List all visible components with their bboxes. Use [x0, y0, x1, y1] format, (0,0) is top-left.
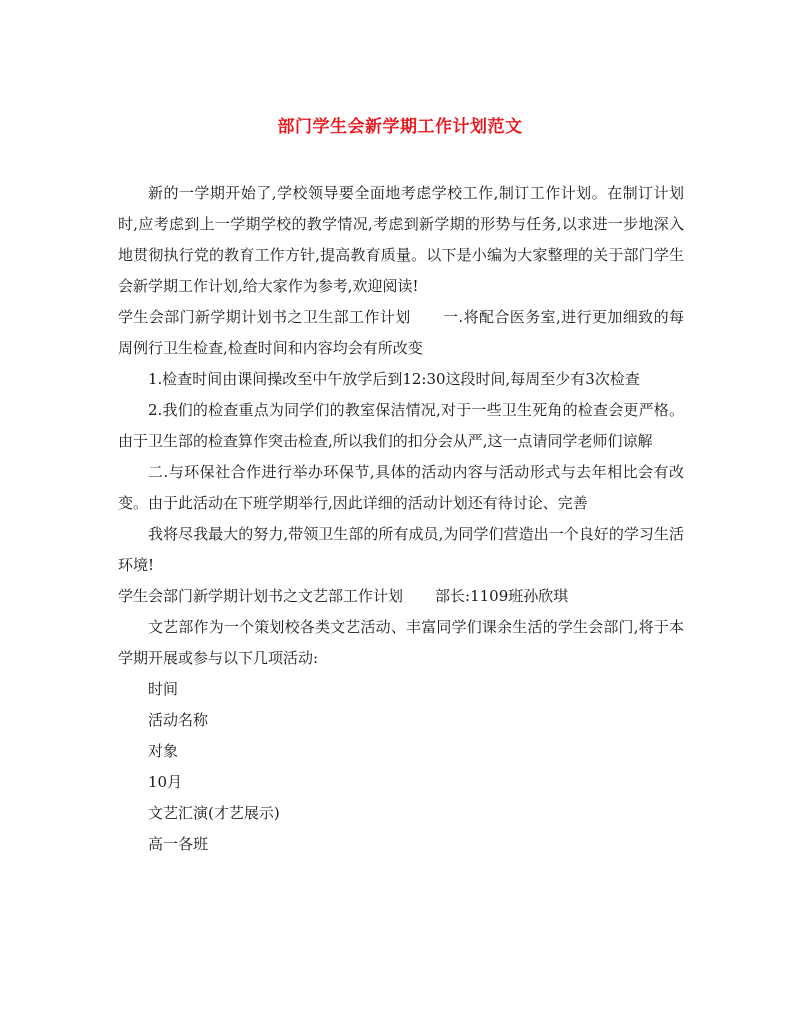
- item-2: 2.我们的检查重点为同学们的教室保洁情况,对于一些卫生死角的检查会更严格。由于卫生部的检查算作突击检查,所以我们的扣分会从严,这一点请同学老师们谅解: [118, 401, 684, 450]
- intro-paragraph: 新的一学期开始了,学校领导要全面地考虑学校工作,制订工作计划。在制订计划时,应考虑到上一学期学校的教学情况,考虑到新学期的形势与任务,以求进一步地深入地贯彻执行党的教育工作方针,提高教育质量。以下是小编为大家整理的关于部门学生会新学期工作计划,给大家作为参考,欢迎阅读!: [118, 184, 684, 295]
- section2-heading: 学生会部门新学期计划书之文艺部工作计划: [118, 587, 404, 605]
- section1-heading: 学生会部门新学期计划书之卫生部工作计划: [118, 308, 411, 326]
- table-line-month: 10月: [148, 773, 183, 791]
- document-body: [118, 178, 684, 860]
- table-line-time: 时间: [148, 680, 179, 698]
- section2-paragraph: [118, 581, 684, 612]
- item-1: 1.检查时间由课间操改至中午放学后到12:30这段时间,每周至少有3次检查: [148, 370, 640, 388]
- table-line-audience: 对象: [148, 742, 179, 760]
- table-line-activity-name: 活动名称: [148, 711, 209, 729]
- closing-paragraph: 我将尽我最大的努力,带领卫生部的所有成员,为同学们营造出一个良好的学习生活环境!: [118, 525, 684, 574]
- item-3: 二.与环保社合作进行举办环保节,具体的活动内容与活动形式与去年相比会有改变。由于此活动在下班学期举行,因此详细的活动计划还有待讨论、完善: [118, 463, 684, 512]
- section1-paragraph: [118, 302, 684, 364]
- table-line-event: 文艺汇演(才艺展示): [148, 804, 280, 822]
- document-title: 部门学生会新学期工作计划范文: [277, 117, 523, 137]
- table-line-classes: 高一各班: [148, 835, 209, 853]
- section1-lead: 一.将配合医务室,进行更加细致的每周例行卫生检查,检查时间和内容均会有所改变: [118, 308, 684, 357]
- section2-intro: 文艺部作为一个策划校各类文艺活动、丰富同学们课余生活的学生会部门,将于本学期开展或参与以下几项活动:: [118, 618, 684, 667]
- section2-minister: 部长:1109班孙欣琪: [435, 587, 569, 605]
